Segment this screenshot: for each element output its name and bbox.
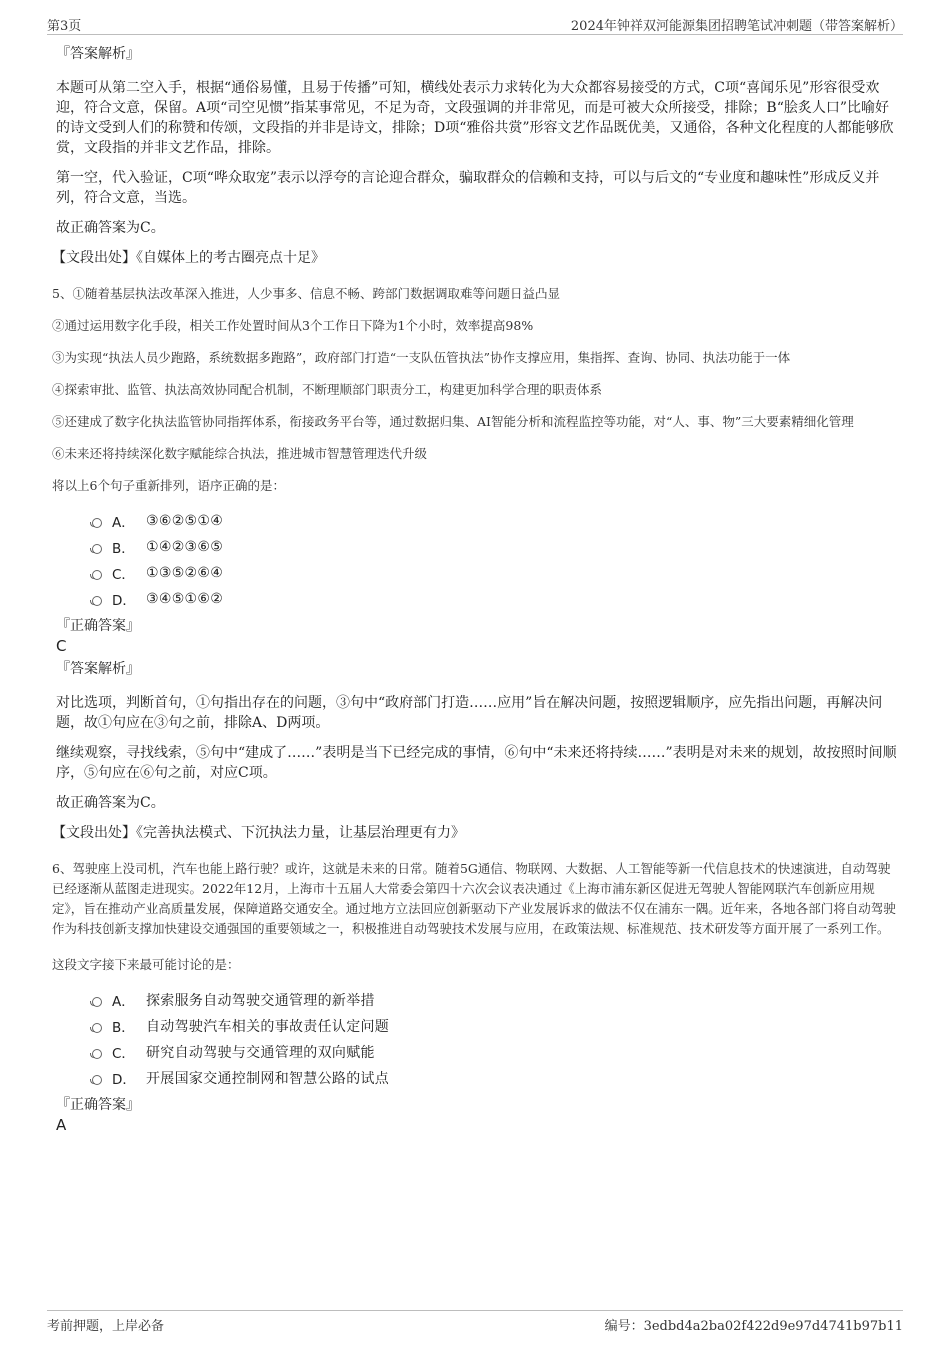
- page-content: [52, 44, 901, 1138]
- question-prompt: 将以上6个句子重新排列，语序正确的是：: [52, 478, 285, 493]
- radio-icon[interactable]: [92, 1023, 102, 1033]
- question-sentence: ⑤还建成了数字化执法监管协同指挥体系，衔接政务平台等，通过数据归集、AI智能分析和流程监控等功能，对“人、事、物”三大要素精细化管理: [52, 414, 854, 429]
- analysis-paragraph: 第一空，代入验证，C项“哗众取宠”表示以浮夸的言论迎合群众，骗取群众的信赖和支持，可以与后文的“专业度和趣味性”形成反义并列，符合文意，当选。: [56, 170, 880, 206]
- analysis-paragraph: 本题可从第二空入手，根据“通俗易懂，且易于传播”可知，横线处表示力求转化为大众都容易接受的方式，C项“喜闻乐见”形容很受欢迎，符合文意，保留。A项“司空见惯”指某事常见，不足为奇，文段强调的并非常见，而是可被大众所接受，排除；B“脍炙人口”比喻好的诗文受到人们的称赞和传颂，文段指的并非是诗文，排除；D项“雅俗共赏”形容文艺作品既优美，又通俗，各种文化程度的人都能够欣赏，文段指的并非文艺作品，排除。: [56, 80, 894, 156]
- option-a[interactable]: [92, 987, 901, 1013]
- document-title: 2024年钟祥双河能源集团招聘笔试冲刺题（带答案解析）: [570, 19, 903, 34]
- option-text: ③⑥②⑤①④: [146, 513, 224, 529]
- question-sentence: 5、①随着基层执法改革深入推进，人少事多、信息不畅、跨部门数据调取难等问题日益凸显: [52, 286, 560, 301]
- page-number: 第3页: [47, 19, 82, 34]
- option-letter: D．: [112, 1072, 136, 1088]
- answer-options: [92, 508, 901, 612]
- option-b[interactable]: [92, 1013, 901, 1039]
- radio-icon[interactable]: [92, 596, 102, 606]
- option-letter: B．: [112, 1020, 135, 1036]
- correct-answer-label: 『正确答案』: [56, 1097, 140, 1113]
- option-text: 自动驾驶汽车相关的事故责任认定问题: [146, 1019, 390, 1035]
- option-letter: A．: [112, 994, 135, 1010]
- analysis-paragraph: 对比选项，判断首句，①句指出存在的问题，③句中“政府部门打造……应用”旨在解决问题，按照逻辑顺序，应先指出问题，再解决问题，故①句应在③句之前，排除A、D两项。: [56, 695, 883, 731]
- option-b[interactable]: [92, 534, 901, 560]
- option-text: ①④②③⑥⑤: [146, 539, 224, 555]
- option-d[interactable]: [92, 586, 901, 612]
- correct-answer-label: 『正确答案』: [56, 618, 140, 634]
- option-text: 开展国家交通控制网和智慧公路的试点: [146, 1071, 390, 1087]
- question-passage: 6、驾驶座上没司机，汽车也能上路行驶？或许，这就是未来的日常。随着5G通信、物联网、大数据、人工智能等新一代信息技术的快速演进，自动驾驶已经逐渐从蓝图走进现实。2022年12月，上海市十五届人大常委会第四十六次会议表决通过《上海市浦东新区促进无驾驶人智能网联汽车创新应用规定》，旨在推动产业高质量发展，保障道路交通安全。通过地方立法回应创新驱动下产业发展诉求的做法不仅在浦东一隅。近年来，各地各部门将自动驾驶作为科技创新支撑加快建设交通强国的重要领域之一，积极推进自动驾驶技术发展与应用，在政策法规、标准规范、技术研发等方面开展了一系列工作。: [52, 861, 896, 936]
- analysis-conclusion: 故正确答案为C。: [56, 220, 165, 236]
- radio-icon[interactable]: [92, 997, 102, 1007]
- option-d[interactable]: [92, 1065, 901, 1091]
- source-citation: 【文段出处】《自媒体上的考古圈亮点十足》: [52, 250, 325, 266]
- answer-options: [92, 987, 901, 1091]
- option-letter: C．: [112, 567, 135, 583]
- radio-icon[interactable]: [92, 1075, 102, 1085]
- option-text: 研究自动驾驶与交通管理的双向赋能: [146, 1045, 375, 1061]
- analysis-label: 『答案解析』: [56, 46, 140, 62]
- analysis-paragraph: 继续观察，寻找线索，⑤句中“建成了……”表明是当下已经完成的事情，⑥句中“未来还将持续……”表明是对未来的规划，故按照时间顺序，⑤句应在⑥句之前，对应C项。: [56, 745, 897, 781]
- question-prompt: 这段文字接下来最可能讨论的是：: [52, 957, 240, 972]
- option-letter: A．: [112, 515, 135, 531]
- radio-icon[interactable]: [92, 544, 102, 554]
- option-text: ③④⑤①⑥②: [146, 591, 224, 607]
- option-letter: C．: [112, 1046, 135, 1062]
- question-sentence: ②通过运用数字化手段，相关工作处置时间从3个工作日下降为1个小时，效率提高98%: [52, 318, 534, 333]
- option-a[interactable]: [92, 508, 901, 534]
- analysis-conclusion: 故正确答案为C。: [56, 795, 165, 811]
- page-header: [47, 12, 903, 35]
- radio-icon[interactable]: [92, 570, 102, 580]
- page-footer: [47, 1310, 903, 1335]
- option-text: ①③⑤②⑥④: [146, 565, 224, 581]
- option-letter: B．: [112, 541, 135, 557]
- correct-answer: A: [56, 1116, 67, 1134]
- question-sentence: ⑥未来还将持续深化数字赋能综合执法，推进城市智慧管理迭代升级: [52, 446, 428, 461]
- radio-icon[interactable]: [92, 518, 102, 528]
- question-sentence: ④探索审批、监管、执法高效协同配合机制，不断理顺部门职责分工，构建更加科学合理的职责体系: [52, 382, 603, 397]
- option-letter: D．: [112, 593, 136, 609]
- option-text: 探索服务自动驾驶交通管理的新举措: [146, 993, 375, 1009]
- option-c[interactable]: [92, 560, 901, 586]
- footer-slogan: 考前押题，上岸必备: [47, 1319, 165, 1334]
- document-id: 编号：3edbd4a2ba02f422d9e97d4741b97b11: [604, 1319, 903, 1334]
- correct-answer: C: [56, 637, 67, 655]
- source-citation: 【文段出处】《完善执法模式、下沉执法力量，让基层治理更有力》: [52, 825, 465, 841]
- option-c[interactable]: [92, 1039, 901, 1065]
- analysis-label: 『答案解析』: [56, 661, 140, 677]
- question-sentence: ③为实现“执法人员少跑路，系统数据多跑路”，政府部门打造“一支队伍管执法”协作支撑应用，集指挥、查询、协同、执法功能于一体: [52, 350, 791, 365]
- radio-icon[interactable]: [92, 1049, 102, 1059]
- question-6: [52, 859, 901, 1091]
- question-5: [52, 284, 901, 612]
